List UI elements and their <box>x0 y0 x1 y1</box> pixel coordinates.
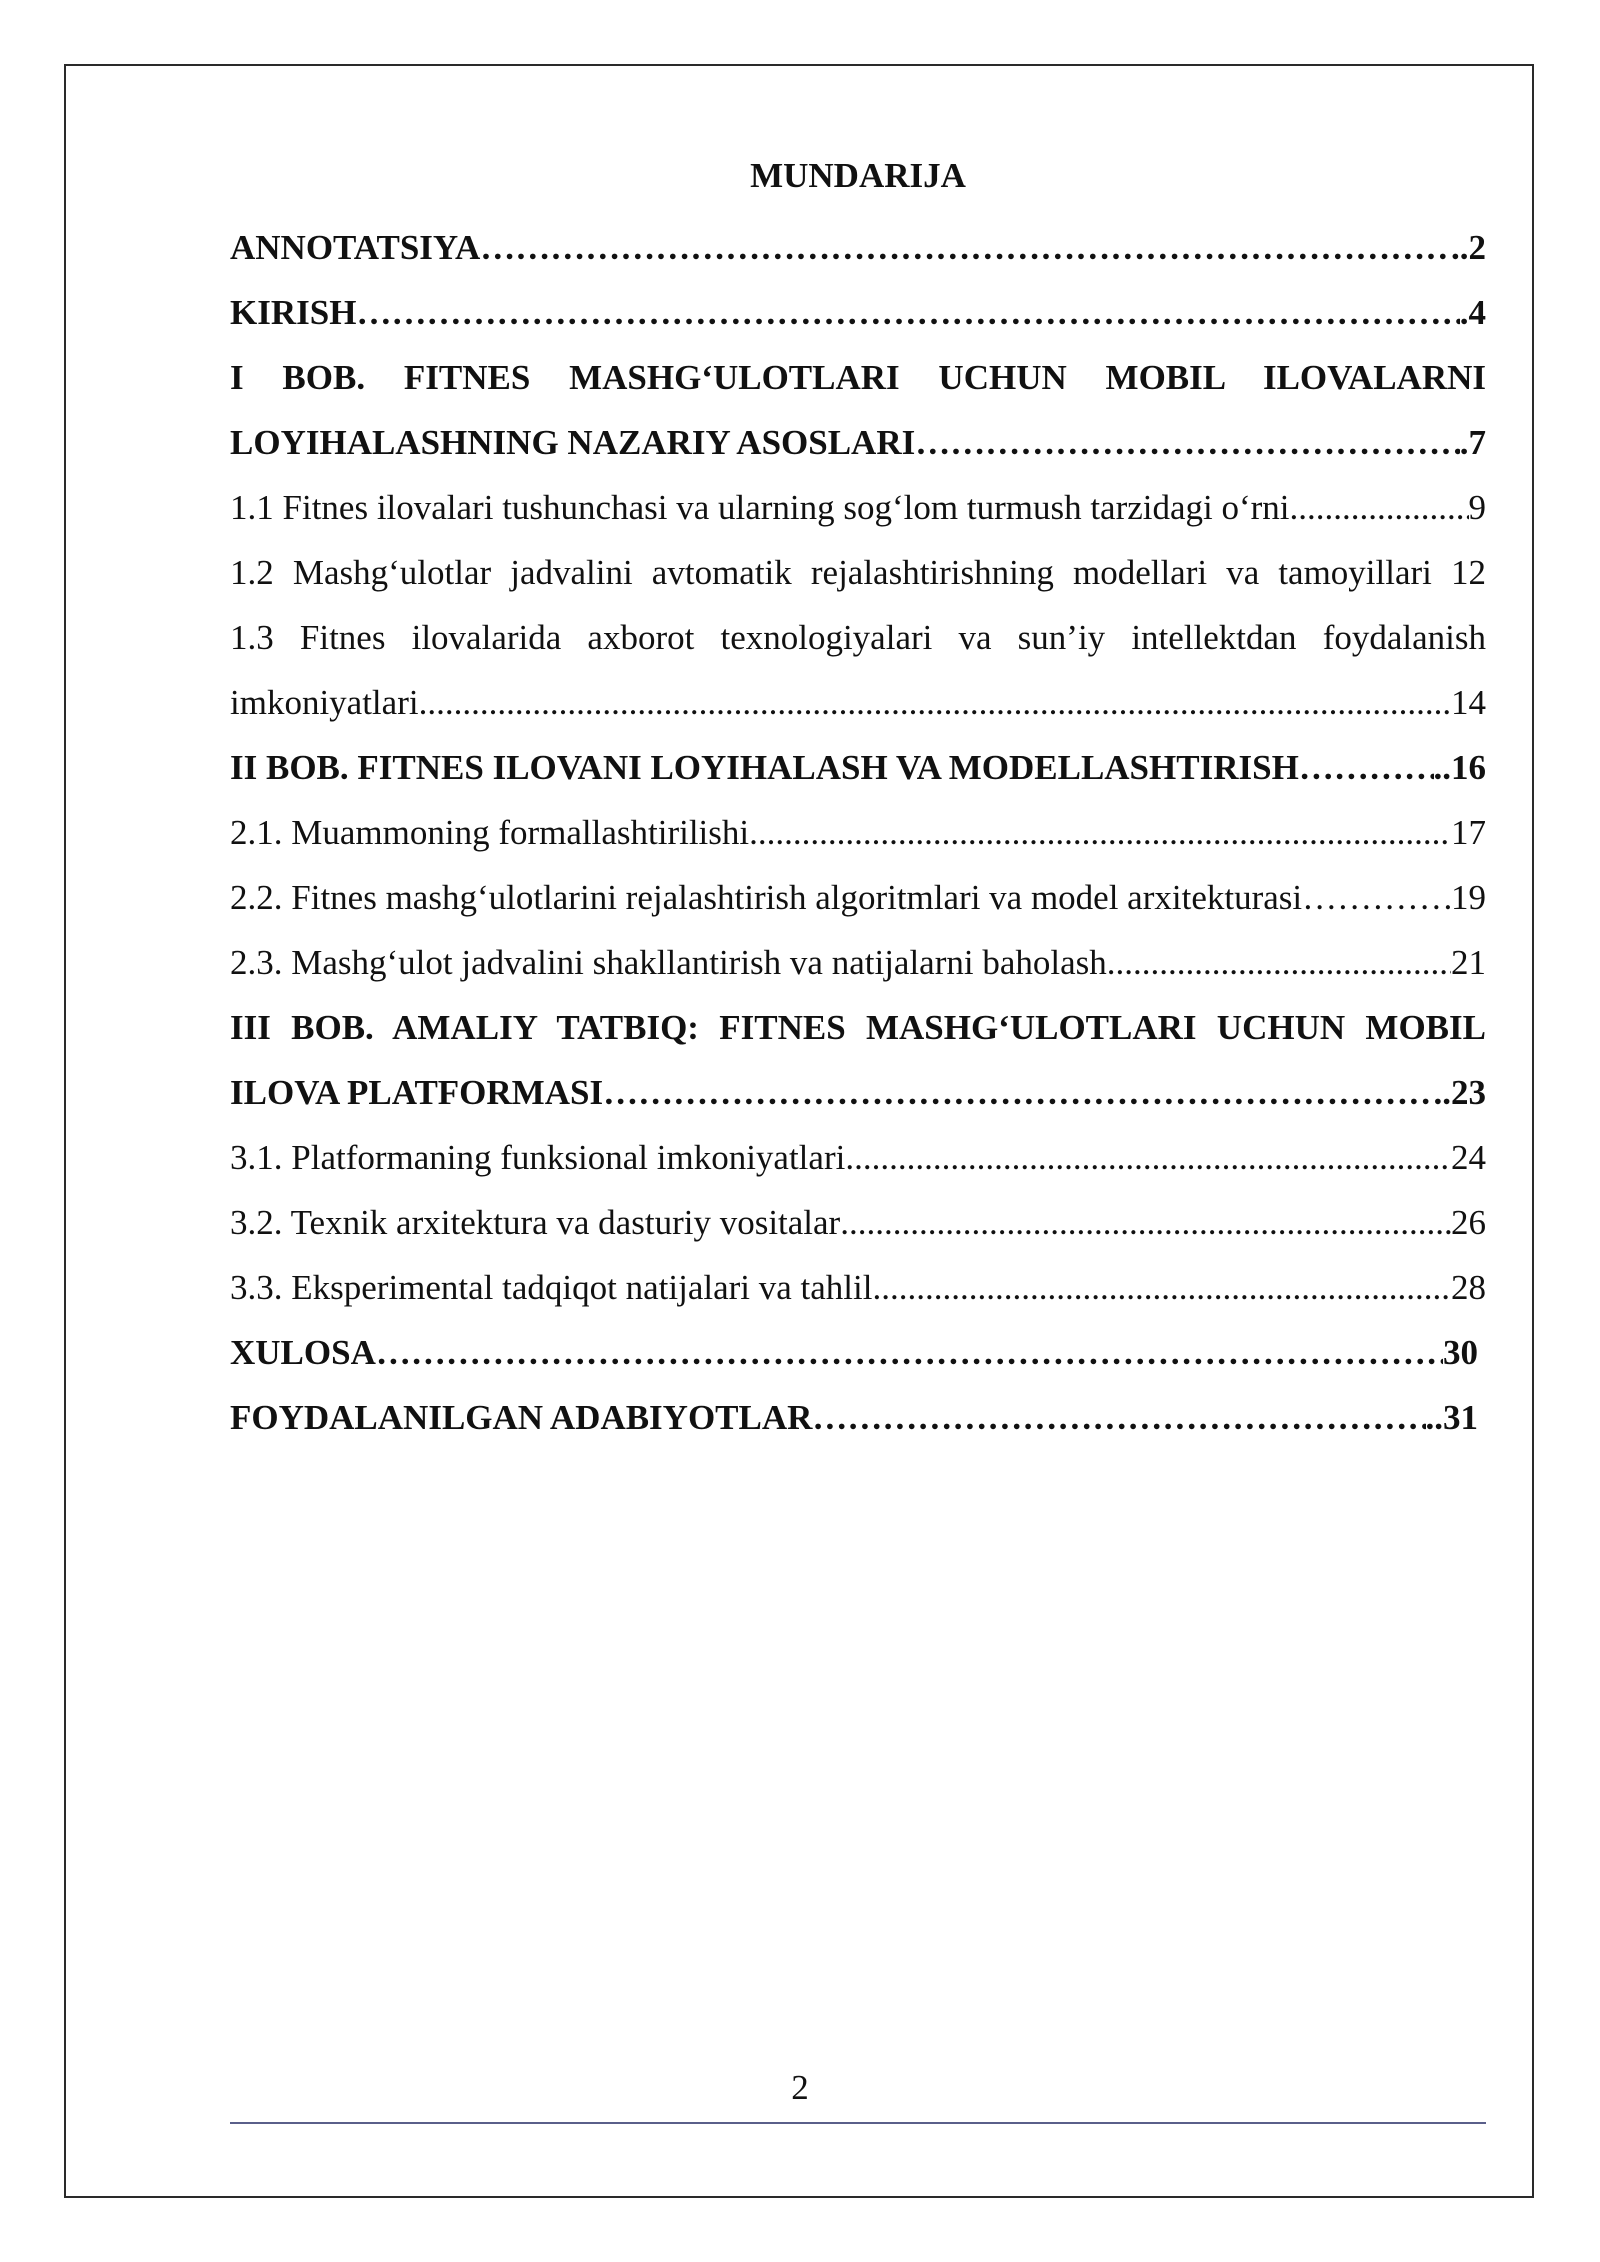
toc-entry-page: 28 <box>1451 1268 1486 1307</box>
toc-entry-1-2[interactable] <box>230 540 1486 605</box>
toc-entry-page: 26 <box>1451 1203 1486 1242</box>
toc-entry-text: XULOSA <box>230 1333 376 1372</box>
toc-entry-page: 14 <box>1451 683 1486 722</box>
toc-entry-chapter-1-line-2[interactable] <box>230 410 1486 475</box>
toc-entry-page: 17 <box>1451 813 1486 852</box>
toc-entry-text: 1.2 Mashg‘ulotlar jadvalini avtomatik rejalashtirishning modellari va tamoyillari <box>230 553 1432 592</box>
toc-entry-text: imkoniyatlari <box>230 683 419 722</box>
toc-entry-text: III BOB. AMALIY TATBIQ: FITNES MASHG‘ULOTLARI UCHUN MOBIL <box>230 1008 1486 1047</box>
toc-entry-text: 2.1. Muammoning formallashtirilishi <box>230 813 750 852</box>
toc-entry-text: 3.1. Platformaning funksional imkoniyatlari <box>230 1138 846 1177</box>
toc-entry-annotatsiya[interactable] <box>230 215 1486 280</box>
dot-leader <box>812 1385 1425 1450</box>
page-number: 2 <box>791 2068 809 2107</box>
toc-entry-page: 24 <box>1451 1138 1486 1177</box>
toc-entry-3-3[interactable] <box>230 1255 1486 1320</box>
toc-entry-page: ..2 <box>1451 228 1486 267</box>
toc-entry-text: 1.1 Fitnes ilovalari tushunchasi va ularning sog‘lom turmush tarzidagi o‘rni <box>230 488 1290 527</box>
toc-entry-page: 19 <box>1451 878 1486 917</box>
footer-rule <box>230 2122 1486 2124</box>
dot-leader <box>1107 930 1451 995</box>
dot-leader <box>1290 475 1469 540</box>
toc-entry-3-2[interactable] <box>230 1190 1486 1255</box>
dot-leader <box>376 1320 1443 1385</box>
toc-entry-page: .7 <box>1459 423 1486 462</box>
toc-entry-text: 3.3. Eksperimental tadqiqot natijalari va tahlil <box>230 1268 873 1307</box>
toc-entry-page: 12 <box>1451 553 1486 592</box>
toc-entry-page: 9 <box>1468 488 1486 527</box>
toc-entry-page: ..31 <box>1425 1398 1478 1437</box>
toc-entry-text: FOYDALANILGAN ADABIYOTLAR <box>230 1398 813 1437</box>
toc-entry-text: KIRISH <box>230 293 357 332</box>
toc-entry-chapter-1-line-1[interactable] <box>230 345 1486 410</box>
toc-entry-text: 3.2. Texnik arxitektura va dasturiy vositalar <box>230 1203 841 1242</box>
dot-leader <box>480 215 1451 280</box>
toc-entry-adabiyotlar[interactable] <box>230 1385 1486 1450</box>
toc-title: MUNDARIJA <box>750 156 966 195</box>
dot-leader <box>872 1255 1451 1320</box>
toc-entry-1-1[interactable] <box>230 475 1486 540</box>
toc-entry-page: .4 <box>1459 293 1486 332</box>
toc-entry-1-3-line-1[interactable] <box>230 605 1486 670</box>
toc-entry-page: ..23 <box>1433 1073 1486 1112</box>
toc-entry-text: I BOB. FITNES MASHG‘ULOTLARI UCHUN MOBIL ILOVALARNI <box>230 358 1486 397</box>
toc-entry-text: 1.3 Fitnes ilovalarida axborot texnologiyalari va sun’iy intellektdan foydalanish <box>230 618 1486 657</box>
dot-leader <box>845 1125 1451 1190</box>
dot-leader <box>1302 865 1451 930</box>
toc-entry-page: ..16 <box>1433 748 1486 787</box>
dot-leader <box>915 410 1460 475</box>
toc-entry-text: LOYIHALASHNING NAZARIY ASOSLARI <box>230 423 916 462</box>
toc-entry-text: 2.3. Mashg‘ulot jadvalini shakllantirish va natijalarni baholash <box>230 943 1107 982</box>
toc-entry-2-2[interactable] <box>230 865 1486 930</box>
toc-entry-chapter-3-line-1[interactable] <box>230 995 1486 1060</box>
dot-leader <box>1299 735 1434 800</box>
dot-leader <box>419 670 1451 735</box>
toc-entry-text: 2.2. Fitnes mashg‘ulotlarini rejalashtirish algoritmlari va model arxitekturasi <box>230 878 1303 917</box>
toc-entry-kirish[interactable] <box>230 280 1486 345</box>
toc-entry-1-3-line-2[interactable] <box>230 670 1486 735</box>
toc-entry-xulosa[interactable] <box>230 1320 1486 1385</box>
toc-entry-text: ILOVA PLATFORMASI <box>230 1073 604 1112</box>
dot-leader <box>840 1190 1451 1255</box>
toc-entry-page: 21 <box>1451 943 1486 982</box>
toc-entry-chapter-3-line-2[interactable] <box>230 1060 1486 1125</box>
toc-entry-2-1[interactable] <box>230 800 1486 865</box>
toc-entry-2-3[interactable] <box>230 930 1486 995</box>
toc-entry-page: 30 <box>1443 1333 1478 1372</box>
toc-entry-text: II BOB. FITNES ILOVANI LOYIHALASH VA MODELLASHTIRISH <box>230 748 1299 787</box>
toc-entry-3-1[interactable] <box>230 1125 1486 1190</box>
dot-leader <box>749 800 1451 865</box>
table-of-contents <box>230 150 1486 1450</box>
dot-leader <box>356 280 1459 345</box>
toc-entry-chapter-2[interactable] <box>230 735 1486 800</box>
dot-leader <box>603 1060 1433 1125</box>
toc-entry-text: ANNOTATSIYA <box>230 228 481 267</box>
